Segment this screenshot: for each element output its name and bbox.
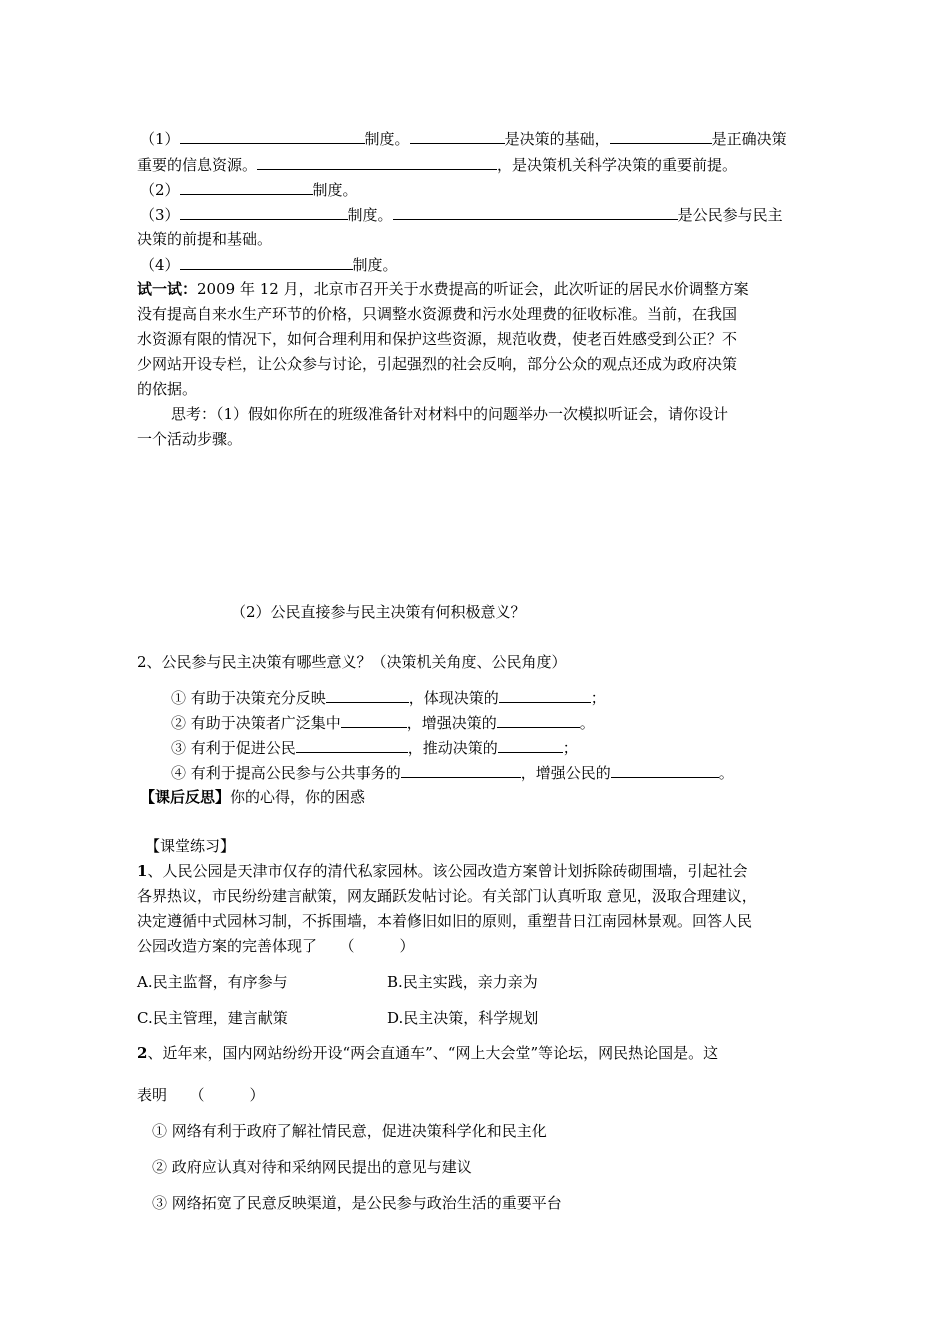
- reflection: 【课后反思】你的心得，你的困惑: [140, 788, 366, 806]
- answer-blank[interactable]: [180, 204, 348, 220]
- question-number: 1: [137, 862, 148, 880]
- q2-title: 2、公民参与民主决策有哪些意义？（决策机关角度、公民角度）: [137, 653, 567, 671]
- option-a[interactable]: A.民主监督，有序参与: [137, 973, 288, 991]
- answer-blank[interactable]: [180, 254, 353, 270]
- fill-line-2: 重要的信息资源。 ，是决策机关科学决策的重要前提。: [137, 156, 738, 174]
- answer-blank[interactable]: [296, 737, 408, 753]
- fill-line-1: （1） 制度。 是决策的基础， 是正确决策: [140, 130, 787, 148]
- answer-blank[interactable]: [499, 687, 591, 703]
- answer-blank[interactable]: [610, 128, 712, 144]
- option-d[interactable]: D.民主决策，科学规划: [387, 1009, 539, 1027]
- practice-q2-item-3: ③ 网络拓宽了民意反映渠道，是公民参与政治生活的重要平台: [152, 1194, 562, 1212]
- option-b[interactable]: B.民主实践，亲力亲为: [387, 973, 538, 991]
- fill-line-5: 决策的前提和基础。: [137, 230, 273, 248]
- answer-blank[interactable]: [326, 687, 409, 703]
- practice-q1-line-1: 1、人民公园是天津市仅存的清代私家园林。该公园改造方案曾计划拆除砖砌围墙，引起社会: [137, 862, 748, 880]
- try-it-line-2: 没有提高自来水生产环节的价格，只调整水资源费和污水处理费的征收标准。当前，在我国: [137, 305, 738, 323]
- answer-blank[interactable]: [257, 154, 497, 170]
- fill-line-4: （3） 制度。 是公民参与民主: [140, 206, 783, 224]
- reflection-label: 【课后反思】: [140, 788, 231, 806]
- answer-blank[interactable]: [410, 128, 505, 144]
- answer-blank[interactable]: [341, 712, 407, 728]
- try-it-line-4: 少网站开设专栏，让公众参与讨论，引起强烈的社会反响，部分公众的观点还成为政府决策: [137, 355, 738, 373]
- think-question-1: 思考：（1）假如你所在的班级准备针对材料中的问题举办一次模拟听证会，请你设计: [171, 405, 729, 423]
- think-question-2: （2）公民直接参与民主决策有何积极意义？: [231, 603, 526, 621]
- fill-line-6: （4） 制度。: [140, 256, 398, 274]
- answer-blank[interactable]: [611, 762, 719, 778]
- practice-q2-item-2: ② 政府应认真对待和采纳网民提出的意见与建议: [152, 1158, 472, 1176]
- q2-item-2: ② 有助于决策者广泛集中 ，增强决策的 。: [171, 714, 595, 732]
- q2-item-3: ③ 有利于促进公民 ，推动决策的 ；: [171, 739, 578, 757]
- option-c[interactable]: C.民主管理，建言献策: [137, 1009, 288, 1027]
- try-it-line-3: 水资源有限的情况下，如何合理利用和保护这些资源，规范收费，使老百姓感受到公正？不: [137, 330, 738, 348]
- answer-blank[interactable]: [401, 762, 521, 778]
- try-it-label: 试一试：: [137, 280, 198, 298]
- answer-blank[interactable]: [497, 712, 580, 728]
- answer-blank[interactable]: [180, 179, 313, 195]
- q2-item-4: ④ 有利于提高公民参与公共事务的 ，增强公民的 。: [171, 764, 734, 782]
- practice-q2-item-1: ① 网络有利于政府了解社情民意，促进决策科学化和民主化: [152, 1122, 547, 1140]
- answer-blank[interactable]: [498, 737, 563, 753]
- practice-q1-line-4: 公园改造方案的完善体现了 （ ）: [137, 937, 415, 955]
- try-it-line-1: 试一试：2009 年 12 月，北京市召开关于水费提高的听证会，此次听证的居民水价调整方案: [137, 280, 749, 298]
- question-number: 2: [137, 1044, 148, 1062]
- practice-q1-line-2: 各界热议，市民纷纷建言献策，网友踊跃发帖讨论。有关部门认真听取 意见，汲取合理建议，: [137, 887, 757, 905]
- answer-blank[interactable]: [393, 204, 678, 220]
- practice-q1-line-3: 决定遵循中式园林习制，不拆围墙，本着修旧如旧的原则，重塑昔日江南园林景观。回答人民: [137, 912, 753, 930]
- practice-q2-line-2: 表明 （ ）: [137, 1086, 265, 1104]
- answer-blank[interactable]: [180, 128, 365, 144]
- practice-title: 【课堂练习】: [145, 837, 236, 855]
- think-question-1-cont: 一个活动步骤。: [137, 430, 243, 448]
- try-it-line-5: 的依据。: [137, 380, 198, 398]
- fill-line-3: （2） 制度。: [140, 181, 358, 199]
- q2-item-1: ① 有助于决策充分反映 ，体现决策的 ；: [171, 689, 606, 707]
- practice-q2-line-1: 2、近年来，国内网站纷纷开设“两会直通车”、“网上大会堂”等论坛，网民热论国是。这: [137, 1044, 719, 1062]
